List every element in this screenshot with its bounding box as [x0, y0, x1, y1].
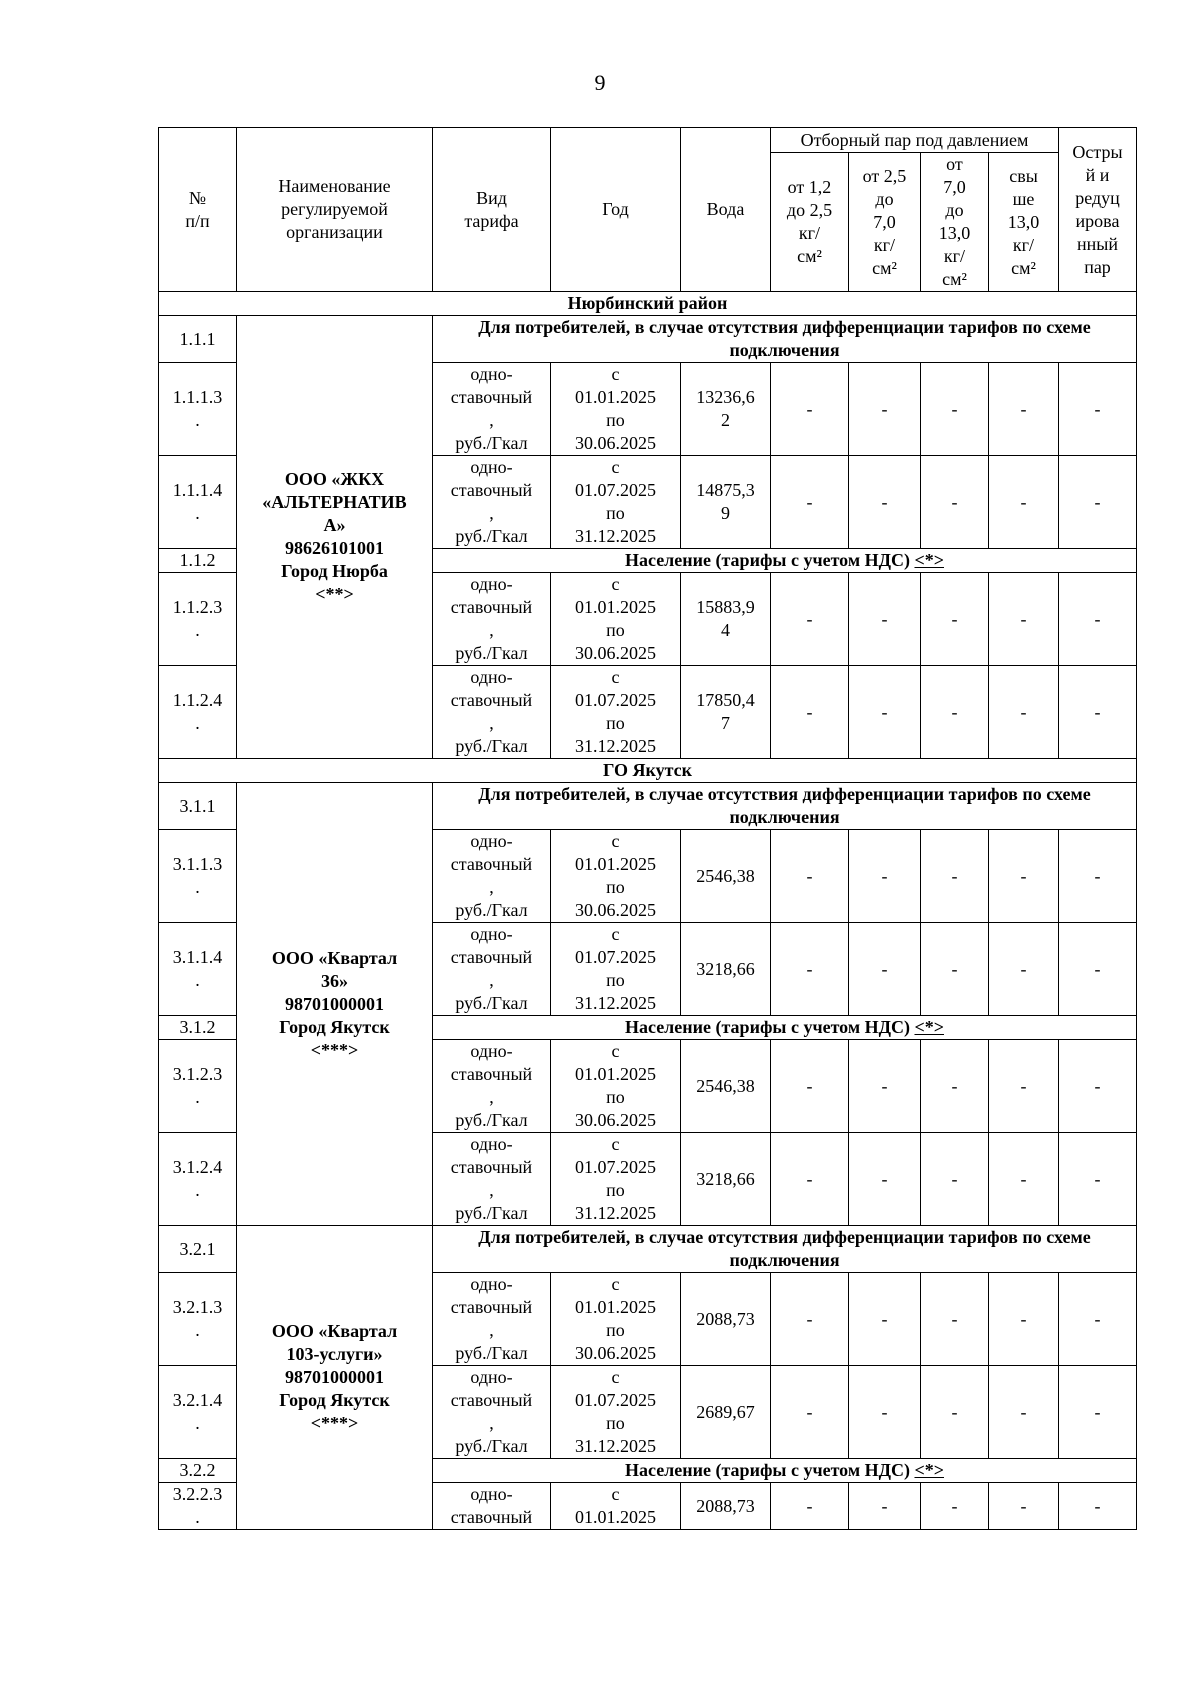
group-number: 1.1.1 — [159, 316, 237, 363]
period-cell: с 01.01.2025 — [551, 1483, 681, 1530]
dash-cell: - — [771, 1273, 849, 1366]
tariff-type-cell: одно- ставочный , руб./Гкал — [433, 1040, 551, 1133]
dash-cell: - — [849, 1483, 921, 1530]
region-row — [159, 292, 1137, 316]
dash-cell: - — [989, 923, 1059, 1016]
population-footnote-link: <*> — [914, 1017, 944, 1037]
header-steam-4: свы ше 13,0 кг/ см² — [989, 153, 1059, 292]
dash-cell: - — [921, 666, 989, 759]
group-number: 3.1.2 — [159, 1016, 237, 1040]
dash-cell: - — [989, 830, 1059, 923]
tariff-type-cell: одно- ставочный , руб./Гкал — [433, 830, 551, 923]
dash-cell: - — [1059, 1040, 1137, 1133]
dash-cell: - — [849, 573, 921, 666]
period-cell: с 01.01.2025 по 30.06.2025 — [551, 1273, 681, 1366]
dash-cell: - — [771, 830, 849, 923]
period-cell: с 01.07.2025 по 31.12.2025 — [551, 923, 681, 1016]
dash-cell: - — [989, 1040, 1059, 1133]
dash-cell: - — [771, 573, 849, 666]
water-value: 13236,6 2 — [681, 363, 771, 456]
dash-cell: - — [1059, 923, 1137, 1016]
row-number: 3.1.1.4 . — [159, 923, 237, 1016]
row-number: 1.1.1.4 . — [159, 456, 237, 549]
water-value: 14875,3 9 — [681, 456, 771, 549]
water-value: 17850,4 7 — [681, 666, 771, 759]
tariff-type-cell: одно- ставочный , руб./Гкал — [433, 363, 551, 456]
dash-cell: - — [1059, 456, 1137, 549]
dash-cell: - — [989, 363, 1059, 456]
header-org: Наименование регулируемой организации — [237, 128, 433, 292]
group-number: 3.2.2 — [159, 1459, 237, 1483]
period-cell: с 01.07.2025 по 31.12.2025 — [551, 1133, 681, 1226]
dash-cell: - — [921, 1273, 989, 1366]
dash-cell: - — [1059, 1273, 1137, 1366]
dash-cell: - — [849, 1133, 921, 1226]
dash-cell: - — [771, 1133, 849, 1226]
dash-cell: - — [771, 1483, 849, 1530]
region-name: Нюрбинский район — [159, 292, 1137, 316]
org-name: ООО «Квартал 36» 98701000001 Город Якутск <***> — [237, 783, 433, 1226]
water-value: 2546,38 — [681, 830, 771, 923]
header-num: № п/п — [159, 128, 237, 292]
row-number: 1.1.2.4 . — [159, 666, 237, 759]
region-name: ГО Якутск — [159, 759, 1137, 783]
row-number: 1.1.1.3 . — [159, 363, 237, 456]
consumers-label: Для потребителей, в случае отсутствия дифференциации тарифов по схеме подключения — [433, 783, 1137, 830]
population-label — [433, 1459, 1137, 1483]
period-cell: с 01.01.2025 по 30.06.2025 — [551, 573, 681, 666]
dash-cell: - — [771, 666, 849, 759]
dash-cell: - — [849, 1273, 921, 1366]
dash-cell: - — [921, 363, 989, 456]
population-text: Население (тарифы с учетом НДС) — [624, 550, 915, 570]
period-cell: с 01.01.2025 по 30.06.2025 — [551, 1040, 681, 1133]
header-year: Год — [551, 128, 681, 292]
consumers-label: Для потребителей, в случае отсутствия дифференциации тарифов по схеме подключения — [433, 1226, 1137, 1273]
dash-cell: - — [849, 456, 921, 549]
dash-cell: - — [921, 923, 989, 1016]
tariff-table — [158, 127, 1137, 1530]
dash-cell: - — [849, 1366, 921, 1459]
org-name: ООО «ЖКХ «АЛЬТЕРНАТИВ А» 98626101001 Город Нюрба <**> — [237, 316, 433, 759]
dash-cell: - — [921, 573, 989, 666]
dash-cell: - — [921, 830, 989, 923]
dash-cell: - — [1059, 1366, 1137, 1459]
dash-cell: - — [989, 1366, 1059, 1459]
tariff-type-cell: одно- ставочный , руб./Гкал — [433, 1133, 551, 1226]
dash-cell: - — [921, 456, 989, 549]
header-steam-group: Отборный пар под давлением — [771, 128, 1059, 153]
dash-cell: - — [1059, 830, 1137, 923]
dash-cell: - — [849, 363, 921, 456]
water-value: 3218,66 — [681, 923, 771, 1016]
dash-cell: - — [921, 1366, 989, 1459]
dash-cell: - — [921, 1483, 989, 1530]
header-steam-2: от 2,5 до 7,0 кг/ см² — [849, 153, 921, 292]
population-label — [433, 549, 1137, 573]
page-number: 9 — [594, 70, 606, 95]
dash-cell: - — [1059, 363, 1137, 456]
period-cell: с 01.01.2025 по 30.06.2025 — [551, 363, 681, 456]
population-footnote-link: <*> — [914, 1460, 944, 1480]
header-tariff-type: Вид тарифа — [433, 128, 551, 292]
dash-cell: - — [771, 1366, 849, 1459]
header-sharp-steam: Остры й и редуц ирова нный пар — [1059, 128, 1137, 292]
dash-cell: - — [849, 666, 921, 759]
water-value: 3218,66 — [681, 1133, 771, 1226]
org-name: ООО «Квартал 103-услуги» 98701000001 Город Якутск <***> — [237, 1226, 433, 1530]
dash-cell: - — [771, 1040, 849, 1133]
dash-cell: - — [1059, 573, 1137, 666]
dash-cell: - — [921, 1040, 989, 1133]
dash-cell: - — [849, 830, 921, 923]
header-water: Вода — [681, 128, 771, 292]
tariff-type-cell: одно- ставочный , руб./Гкал — [433, 666, 551, 759]
dash-cell: - — [989, 456, 1059, 549]
period-cell: с 01.01.2025 по 30.06.2025 — [551, 830, 681, 923]
water-value: 15883,9 4 — [681, 573, 771, 666]
dash-cell: - — [989, 1273, 1059, 1366]
period-cell: с 01.07.2025 по 31.12.2025 — [551, 666, 681, 759]
tariff-type-cell: одно- ставочный — [433, 1483, 551, 1530]
water-value: 2546,38 — [681, 1040, 771, 1133]
water-value: 2088,73 — [681, 1483, 771, 1530]
water-value: 2088,73 — [681, 1273, 771, 1366]
row-number: 3.1.2.4 . — [159, 1133, 237, 1226]
consumers-label: Для потребителей, в случае отсутствия дифференциации тарифов по схеме подключения — [433, 316, 1137, 363]
row-number: 1.1.2.3 . — [159, 573, 237, 666]
period-cell: с 01.07.2025 по 31.12.2025 — [551, 456, 681, 549]
dash-cell: - — [989, 1483, 1059, 1530]
population-text: Население (тарифы с учетом НДС) — [624, 1460, 915, 1480]
group-number: 3.1.1 — [159, 783, 237, 830]
group-number: 3.2.1 — [159, 1226, 237, 1273]
dash-cell: - — [989, 666, 1059, 759]
tariff-type-cell: одно- ставочный , руб./Гкал — [433, 923, 551, 1016]
group-row — [159, 783, 1137, 830]
row-number: 3.2.1.4 . — [159, 1366, 237, 1459]
dash-cell: - — [849, 1040, 921, 1133]
region-row — [159, 759, 1137, 783]
row-number: 3.1.1.3 . — [159, 830, 237, 923]
dash-cell: - — [1059, 1483, 1137, 1530]
group-row — [159, 1226, 1137, 1273]
dash-cell: - — [921, 1133, 989, 1226]
dash-cell: - — [989, 573, 1059, 666]
dash-cell: - — [771, 923, 849, 1016]
tariff-type-cell: одно- ставочный , руб./Гкал — [433, 573, 551, 666]
tariff-type-cell: одно- ставочный , руб./Гкал — [433, 456, 551, 549]
population-label — [433, 1016, 1137, 1040]
water-value: 2689,67 — [681, 1366, 771, 1459]
header-steam-3: от 7,0 до 13,0 кг/ см² — [921, 153, 989, 292]
dash-cell: - — [1059, 1133, 1137, 1226]
dash-cell: - — [989, 1133, 1059, 1226]
row-number: 3.1.2.3 . — [159, 1040, 237, 1133]
dash-cell: - — [849, 923, 921, 1016]
dash-cell: - — [1059, 666, 1137, 759]
dash-cell: - — [771, 363, 849, 456]
group-row — [159, 316, 1137, 363]
tariff-type-cell: одно- ставочный , руб./Гкал — [433, 1366, 551, 1459]
tariff-type-cell: одно- ставочный , руб./Гкал — [433, 1273, 551, 1366]
header-steam-1: от 1,2 до 2,5 кг/ см² — [771, 153, 849, 292]
population-text: Население (тарифы с учетом НДС) — [624, 1017, 915, 1037]
row-number: 3.2.2.3 . — [159, 1483, 237, 1530]
dash-cell: - — [771, 456, 849, 549]
group-number: 1.1.2 — [159, 549, 237, 573]
row-number: 3.2.1.3 . — [159, 1273, 237, 1366]
population-footnote-link: <*> — [914, 550, 944, 570]
period-cell: с 01.07.2025 по 31.12.2025 — [551, 1366, 681, 1459]
